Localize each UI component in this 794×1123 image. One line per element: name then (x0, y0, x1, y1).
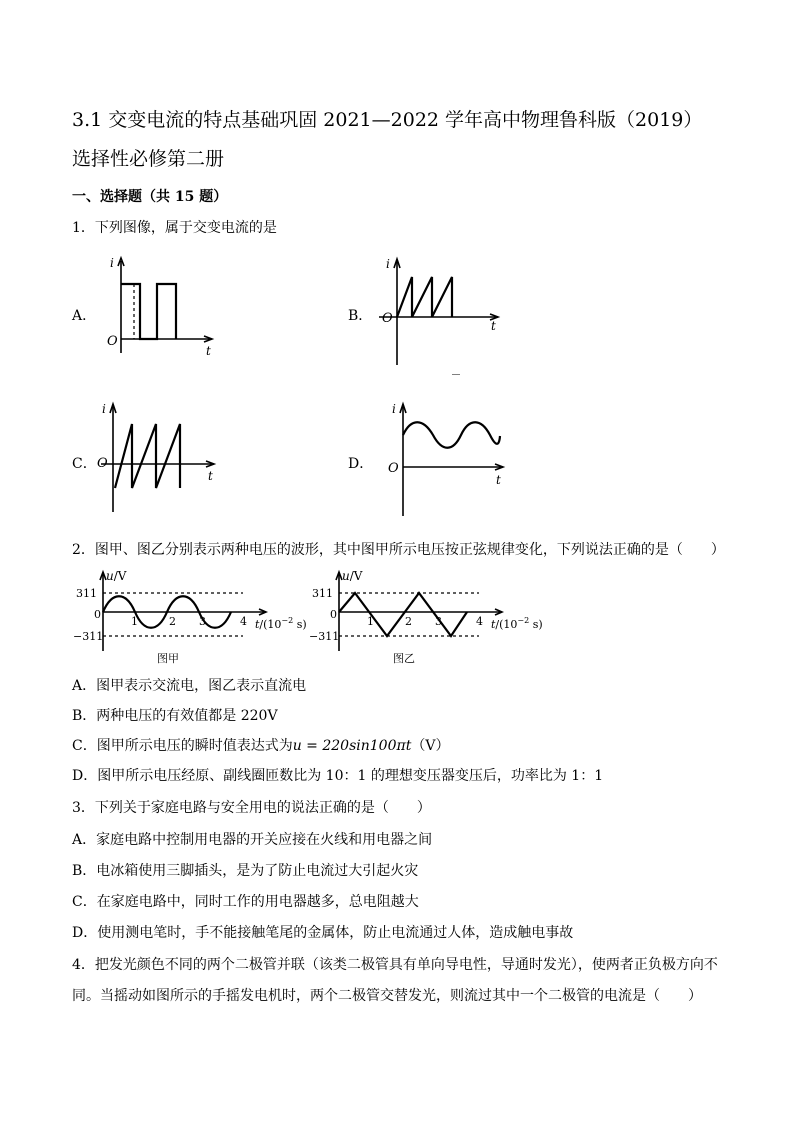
q2-jia-x-label: $t/(10^{-2}$ s) (255, 616, 307, 631)
q2-yi-zero: 0 (330, 608, 337, 621)
q1-graph-c (96, 400, 221, 520)
q2-jia-tick-1: 1 (131, 615, 138, 628)
q2-caption-jia: 图甲 (157, 652, 179, 665)
q3-option-a: A．家庭电路中控制用电器的开关应接在火线和用电器之间 (72, 832, 433, 848)
q3-option-d: D．使用测电笔时，手不能接触笔尾的金属体，防止电流通过人体，造成触电事故 (72, 925, 574, 941)
q2-yi-tick-3: 3 (435, 615, 442, 628)
q3-option-c: C．在家庭电路中，同时工作的用电器越多，总电阻越大 (72, 894, 419, 910)
q2-figure-yi (304, 566, 562, 670)
q2-yi-neg-level: −311 (309, 630, 340, 643)
q2-jia-y-label: u/V (106, 569, 127, 583)
q2-option-c (72, 736, 449, 756)
q2-jia-pos-level: 311 (76, 587, 97, 600)
q1b-x-label: t (491, 319, 496, 333)
q2-jia-tick-3: 3 (199, 615, 206, 628)
q2-figure-jia (68, 566, 326, 670)
q1a-origin-label: O (107, 334, 118, 349)
q1-graph-a (100, 255, 225, 360)
q2-yi-tick-4: 4 (476, 615, 483, 628)
question-2-stem: 2．图甲、图乙分别表示两种电压的波形，其中图甲所示电压按正弦规律变化，下列说法正确的是（ ） (72, 542, 725, 558)
q1-graph-d (376, 400, 511, 520)
q2-yi-tick-2: 2 (405, 615, 412, 628)
q2-option-a: A．图甲表示交流电，图乙表示直流电 (72, 678, 307, 694)
q2-caption-yi: 图乙 (393, 652, 415, 665)
q2-yi-pos-level: 311 (312, 587, 333, 600)
q2-option-d: D．图甲所示电压经原、副线圈匝数比为 10：1 的理想变压器变压后，功率比为 1：1 (72, 768, 604, 784)
q1a-y-label: i (110, 256, 114, 270)
q1d-x-label: t (496, 473, 501, 487)
q2-option-c-formula: u = 220sin100πt (292, 738, 412, 754)
question-1-stem: 1．下列图像，属于交变电流的是 (72, 220, 277, 236)
q1-option-b-label: B． (348, 308, 373, 324)
q2-option-c-unit: （V） (411, 738, 450, 754)
q2-yi-x-label: $t/(10^{-2}$ s) (491, 616, 543, 631)
document-title-line2: 选择性必修第二册 (72, 148, 225, 170)
document-title-line1: 3.1 交变电流的特点基础巩固 2021—2022 学年高中物理鲁科版（2019） (72, 109, 703, 131)
section-heading: 一、选择题（共 15 题） (72, 189, 228, 205)
q2-jia-neg-level: −311 (73, 630, 104, 643)
q2-jia-tick-2: 2 (169, 615, 176, 628)
q1a-x-label: t (206, 344, 211, 358)
q1c-x-label: t (208, 469, 213, 483)
q1d-origin-label: O (388, 461, 399, 476)
q1-option-c-label: C． (72, 456, 97, 472)
q1b-y-label: i (386, 257, 390, 271)
q1-graph-b (374, 255, 504, 375)
q2-option-b: B．两种电压的有效值都是 220V (72, 708, 278, 724)
q2-option-c-text: C．图甲所示电压的瞬时值表达式为 (72, 738, 293, 754)
q2-yi-tick-1: 1 (367, 615, 374, 628)
q1d-y-label: i (392, 402, 396, 416)
q1c-origin-label: O (97, 456, 108, 471)
q2-jia-zero: 0 (94, 608, 101, 621)
question-4-stem-line1: 4．把发光颜色不同的两个二极管并联（该类二极管具有单向导电性，导通时发光），使两者正负极方向不 (72, 957, 718, 973)
q1-option-a-label: A． (72, 308, 97, 324)
q2-jia-tick-4: 4 (240, 615, 247, 628)
q2-yi-y-label: u/V (342, 569, 363, 583)
question-4-stem-line2: 同。当摇动如图所示的手摇发电机时，两个二极管交替发光，则流过其中一个二极管的电流是（ ） (72, 988, 702, 1004)
q1-option-d-label: D． (348, 456, 374, 472)
question-3-stem: 3．下列关于家庭电路与安全用电的说法正确的是（ ） (72, 800, 431, 816)
q3-option-b: B．电冰箱使用三脚插头，是为了防止电流过大引起火灾 (72, 863, 419, 879)
q1b-origin-label: O (382, 311, 393, 326)
q1c-y-label: i (102, 402, 106, 416)
